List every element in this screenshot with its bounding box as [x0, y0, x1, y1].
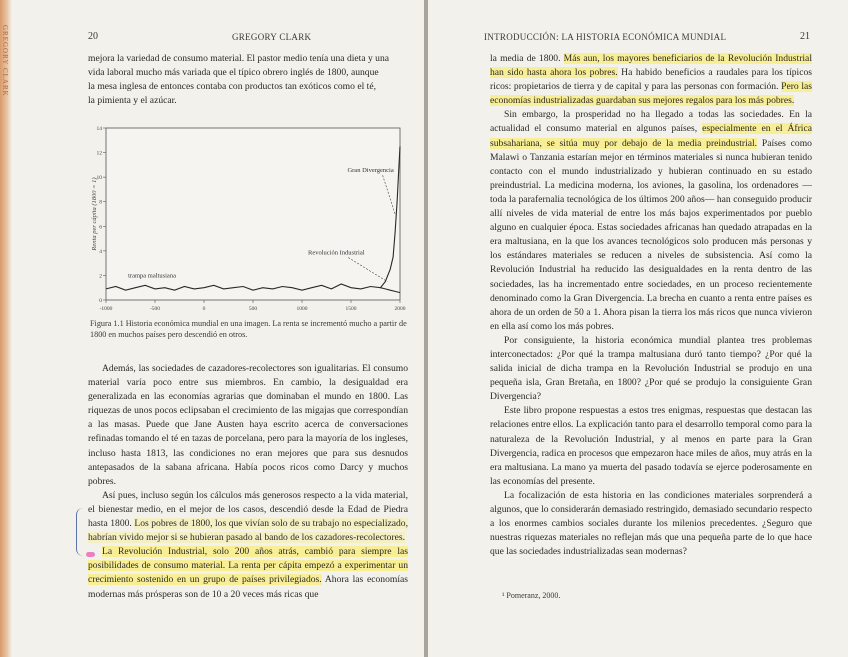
y-tick-label: 0 [99, 298, 102, 304]
paragraph: Además, las sociedades de cazadores-recolectores son igualitarias. El consumo material varía poco entre sus miembros. En cambio, la desigualdad era generalizada en las economías agrarias que dominaban el mundo en 1800. Las riquezas de unos pocos eclipsaban el crecimiento de las migajas que correspondían a las masas. Puede que Jane Austen haya escrito acerca de conversaciones refinadas tomando el té en tazas de porcelana, pero para la mayoría de los ingleses, incluso hasta 1813, las condiciones no eran mejores que para sus desnudos antepasados de la sabana africana. Había pocos ricos como Darcy y muchos pobres. [88, 363, 408, 487]
left-running-head: GREGORY CLARK [232, 32, 312, 42]
paragraph: La focalización de esta historia en las condiciones materiales sorprenderá a algunos, que lo considerarán demasiado restringido, demasiado secundario respecto a los enormes cambios sociales durante los milenios precedentes. ¿Seguro que nuestras riquezas materiales no reflejan más que una pequeña parte de lo que hace que las sociedades industrializadas sean modernas? [490, 489, 812, 558]
paragraph: Así pues, incluso según los cálculos más generosos respecto a la vida material, el bienestar medio, en el mejor de los casos, descendió desde la Edad de Piedra hasta 1800. Los pobres de 1800, los que vivían solo de su trabajo no especializado, habrían vivido mejor si se hubieran pasado al bando de los cazadores-recolectores. [88, 489, 408, 544]
x-tick-label: -500 [149, 306, 161, 312]
x-tick-label: 1500 [345, 306, 357, 312]
paragraph: la media de 1800. Más aun, los mayores beneficiarios de la Revolución Industrial han sido hasta ahora los pobres. Ha habido beneficios a raudales para los típicos ricos: propietarios de tierra y de capital y para las personas con formación. Pero las economías industrializadas guardaban sus mejores regalos para los más pobres. [490, 53, 812, 107]
page-edge [0, 0, 12, 657]
edge-text: GREGORY CLARK [1, 25, 9, 97]
highlighted-text: Pero las economías industrializadas guardaban sus mejores regalos para los más pobres. [490, 81, 812, 107]
annotation-label: Revolución Industrial [308, 249, 365, 257]
annotation-label: Gran Divergencia [347, 167, 394, 175]
right-page-number: 21 [800, 31, 810, 42]
y-axis-label: Renta per cápita (1800 = 1) [91, 177, 98, 251]
footnote: ¹ Pomeranz, 2000. [502, 591, 561, 600]
y-tick-label: 12 [96, 150, 102, 157]
right-body-text [490, 52, 812, 559]
figure-caption: Figura 1.1 Historia económica mundial en una imagen. La renta se incrementó mucho a partir de 1800 en muchos países pero descendió en otros. [90, 319, 407, 339]
intro-line: la mesa inglesa de entonces contaba con productos tan exóticos como el té, [88, 81, 376, 93]
x-tick-label: 500 [248, 306, 258, 312]
x-tick-label: 0 [202, 306, 206, 312]
annotation-label: trampa maltusiana [128, 272, 176, 280]
y-tick-label: 10 [96, 175, 102, 182]
intro-line: la pimienta y el azúcar. [88, 95, 177, 107]
y-tick-label: 2 [99, 273, 102, 280]
pen-bracket-mark [76, 508, 83, 556]
right-page [428, 0, 848, 657]
paragraph: La Revolución Industrial, solo 200 años atrás, cambió para siempre las posibilidades de consumo material. La renta per cápita empezó a experimentar un crecimiento sostenido en un grupo de países privilegiados. Ahora las economías modernas más prósperas son de 10 a 20 veces más ricas que [88, 546, 408, 600]
paragraph: Por consiguiente, la historia económica mundial plantea tres problemas interconectados: ¿Por qué la trampa maltusiana duró tanto tiempo? ¿Por qué la salida inicial de dicha trampa en la Revolución Industrial se produjo en una pequeña isla, Gran Bretaña, en 1800? ¿Por qué se produjo la consiguiente Gran Divergencia? [490, 334, 812, 403]
y-tick-label: 8 [99, 199, 102, 206]
highlighted-text: Los pobres de 1800, los que vivían solo de su trabajo no especializado, habrían vivido mejor si se hubieran pasado al bando de los cazadores-recolectores. [88, 518, 408, 544]
intro-line: mejora la variedad de consumo material. El pastor medio tenía una dieta y una [88, 53, 390, 64]
intro-line: vida laboral mucho más variada que el típico obrero inglés de 1800, aunque [88, 67, 379, 79]
intro-text [88, 52, 408, 108]
income-chart [92, 122, 410, 320]
paragraph: Sin embargo, la prosperidad no ha llegado a todas las sociedades. En la actualidad el consumo material en algunos países, especialmente en el África subsahariana, se sitúa muy por debajo de la media preindustrial. Países como Malawi o Tanzania estarían mejor en términos materiales si nunca hubieran tenido contacto con el mundo industrializado y hubieran continuado en su estado preindustrial. La medicina moderna, los aviones, la gasolina, los ordenadores —toda la parafernalia tecnológica de los últimos 200 años— han conseguido producir allí niveles de vida material de entre los más bajos experimentados por pueblo alguno en cualquier época. Estas sociedades africanas han quedado atrapadas en la era maltusiana, en la que los avances tecnológicos solo producen más personas y los estándares materiales se reducen a niveles de subsistencia. Así como la Revolución Industrial ha reducido las desigualdades en la renta dentro de las sociedades, las ha incrementado entre sociedades, en un proceso recientemente denominado como la Gran Divergencia. La brecha en cuanto a renta entre países es ahora de un orden de 50 a 1. Ahora pisan la tierra los más ricos que nunca vivieron en ella así como los más pobres. [490, 109, 812, 332]
paragraph: Este libro propone respuestas a estos tres enigmas, respuestas que destacan las relaciones entre ellos. La explicación tanto para el desarrollo temporal como para la naturaleza de la Revolución Industrial, y al menos en parte para la Gran Divergencia, radica en procesos que empezaron hace miles de años, muy atrás en la era maltusiana. La mano ya muerta del pasado todavía se ejerce poderosamente en las economías del presente. [490, 405, 812, 487]
y-tick-label: 6 [99, 224, 102, 231]
x-tick-label: 1000 [296, 306, 308, 312]
left-body-text [88, 362, 408, 602]
x-tick-label: -1000 [99, 306, 113, 312]
right-running-head: INTRODUCCIÓN: LA HISTORIA ECONÓMICA MUNDIAL [484, 32, 727, 42]
left-page-number: 20 [88, 31, 98, 42]
y-tick-label: 14 [96, 126, 102, 132]
highlighted-text: especialmente en el África subsahariana, se sitúa muy por debajo de la media preindustrial. [490, 123, 812, 149]
highlighted-text: La Revolución Industrial, solo 200 años atrás, cambió para siempre las posibilidades de consumo material. La renta per cápita empezó a experimentar un crecimiento sostenido en un grupo de países privilegiados. [88, 546, 408, 586]
x-tick-label: 2000 [394, 306, 406, 312]
highlighted-text: Más aun, los mayores beneficiarios de la Revolución Industrial han sido hasta ahora los pobres. [490, 53, 812, 79]
pink-marker-dot [86, 552, 95, 557]
y-tick-label: 4 [99, 248, 102, 255]
